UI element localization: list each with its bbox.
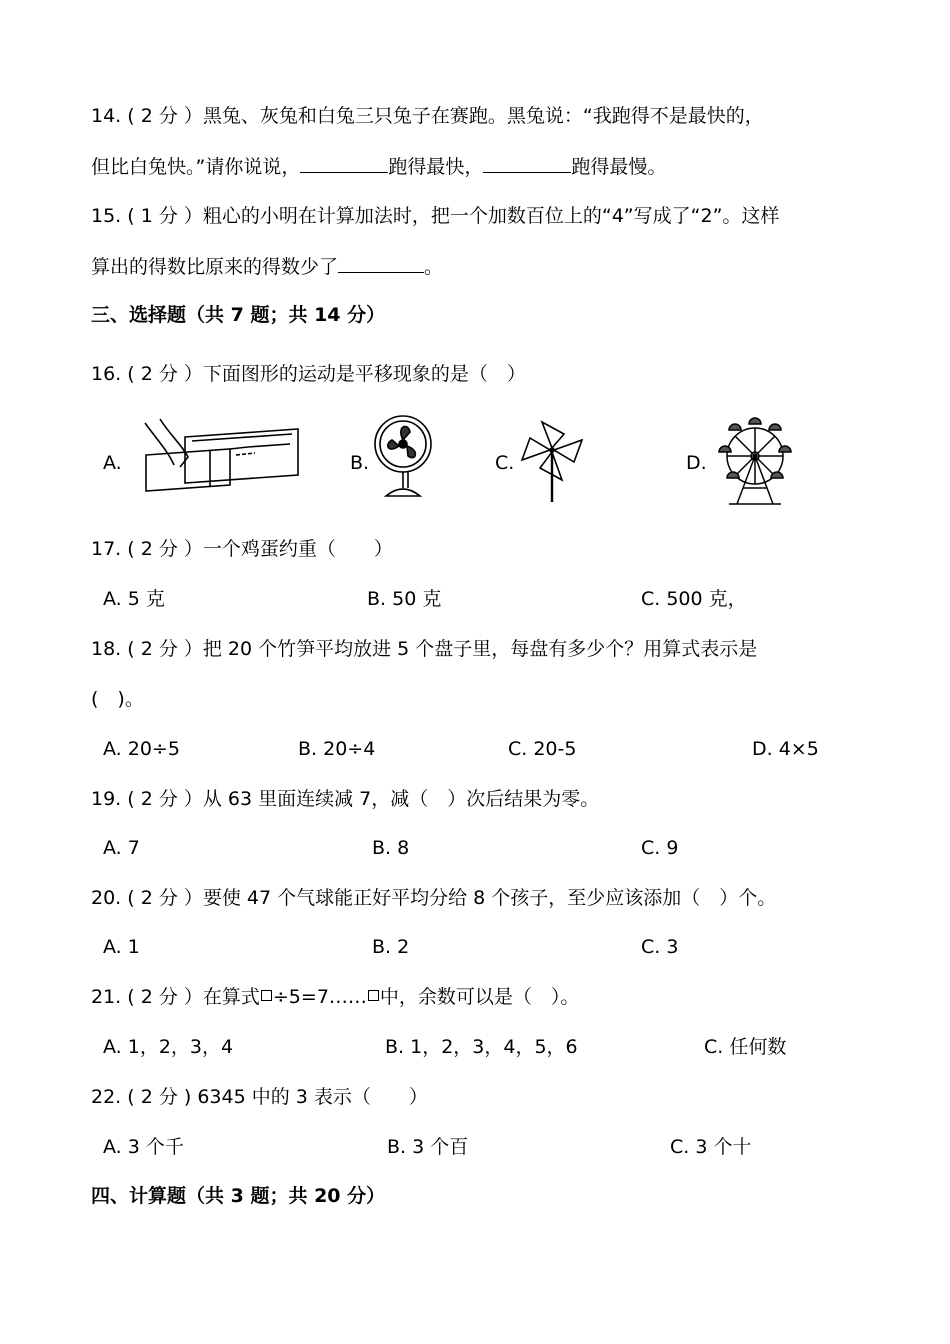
q16-option-c-label[interactable]: C. [495, 452, 515, 474]
drawer-icon [140, 415, 305, 495]
q14-text-a: 但比白兔快。”请你说说， [91, 156, 301, 178]
q18-option-c[interactable]: C. 20-5 [508, 738, 577, 760]
section3-heading: 三、选择题（共 7 题；共 14 分） [91, 304, 386, 326]
q19-option-a[interactable]: A. 7 [103, 837, 140, 859]
q21-stem-a: 21. ( 2 分 ）在算式 [91, 986, 260, 1008]
q22-stem: 22. ( 2 分 ) 6345 中的 3 表示（ ） [91, 1086, 428, 1108]
q18-option-a[interactable]: A. 20÷5 [103, 738, 180, 760]
q22-option-b[interactable]: B. 3 个百 [387, 1136, 469, 1158]
q21-stem [91, 985, 579, 1009]
q15-stem-line2 [91, 254, 443, 279]
q20-option-a[interactable]: A. 1 [103, 936, 140, 958]
q18-option-b[interactable]: B. 20÷4 [298, 738, 376, 760]
q19-option-b[interactable]: B. 8 [372, 837, 410, 859]
q17-option-c[interactable]: C. 500 克， [641, 588, 747, 610]
q22-option-c[interactable]: C. 3 个十 [670, 1136, 752, 1158]
q20-stem: 20. ( 2 分 ）要使 47 个气球能正好平均分给 8 个孩子，至少应该添加（ ）个。 [91, 887, 777, 909]
pinwheel-icon [520, 420, 590, 504]
q18-option-d[interactable]: D. 4×5 [752, 738, 819, 760]
q14-text-c: 跑得最慢。 [571, 156, 667, 178]
q20-option-b[interactable]: B. 2 [372, 936, 410, 958]
q17-option-a[interactable]: A. 5 克 [103, 588, 165, 610]
fan-icon [368, 412, 438, 500]
q17-stem: 17. ( 2 分 ）一个鸡蛋约重（ ） [91, 538, 393, 560]
q21-stem-b: ÷5=7…… [272, 986, 367, 1008]
q15-text-b: 。 [424, 256, 444, 278]
q16-option-d-label[interactable]: D. [686, 452, 707, 474]
q21-option-a[interactable]: A. 1，2，3，4 [103, 1036, 234, 1058]
q14-text-b: 跑得最快， [388, 156, 484, 178]
ferris-wheel-icon [713, 412, 798, 508]
q19-stem: 19. ( 2 分 ）从 63 里面连续减 7，减（ ）次后结果为零。 [91, 788, 600, 810]
remainder-box-icon [368, 990, 379, 1001]
dividend-box-icon [261, 990, 272, 1001]
q18-stem: 18. ( 2 分 ）把 20 个竹笋平均放进 5 个盘子里，每盘有多少个？用算式表示是 [91, 638, 758, 660]
q21-stem-c: 中，余数可以是（ ）。 [379, 986, 580, 1008]
q16-option-a-label[interactable]: A. [103, 452, 122, 474]
q15-answer-blank[interactable] [338, 254, 424, 273]
q21-option-b[interactable]: B. 1，2，3，4，5，6 [385, 1036, 578, 1058]
q21-option-c[interactable]: C. 任何数 [704, 1036, 787, 1058]
q17-option-b[interactable]: B. 50 克 [367, 588, 442, 610]
q16-stem: 16. ( 2 分 ）下面图形的运动是平移现象的是（ ） [91, 363, 526, 385]
q14-slowest-blank[interactable] [483, 154, 571, 173]
q15-stem-line1: 15. ( 1 分 ）粗心的小明在计算加法时，把一个加数百位上的“4”写成了“2”。这样 [91, 205, 780, 227]
q16-option-b-label[interactable]: B. [350, 452, 370, 474]
q22-option-a[interactable]: A. 3 个千 [103, 1136, 184, 1158]
q20-option-c[interactable]: C. 3 [641, 936, 679, 958]
q15-text-a: 算出的得数比原来的得数少了 [91, 256, 339, 278]
q19-option-c[interactable]: C. 9 [641, 837, 679, 859]
q14-stem-line1: 14. ( 2 分 ）黑兔、灰兔和白兔三只兔子在赛跑。黑兔说：“我跑得不是最快的， [91, 105, 764, 127]
section4-heading: 四、计算题（共 3 题；共 20 分） [91, 1185, 386, 1207]
q14-stem-line2 [91, 154, 666, 179]
q18-stem-line2: ( )。 [91, 688, 144, 710]
q14-fastest-blank[interactable] [300, 154, 388, 173]
